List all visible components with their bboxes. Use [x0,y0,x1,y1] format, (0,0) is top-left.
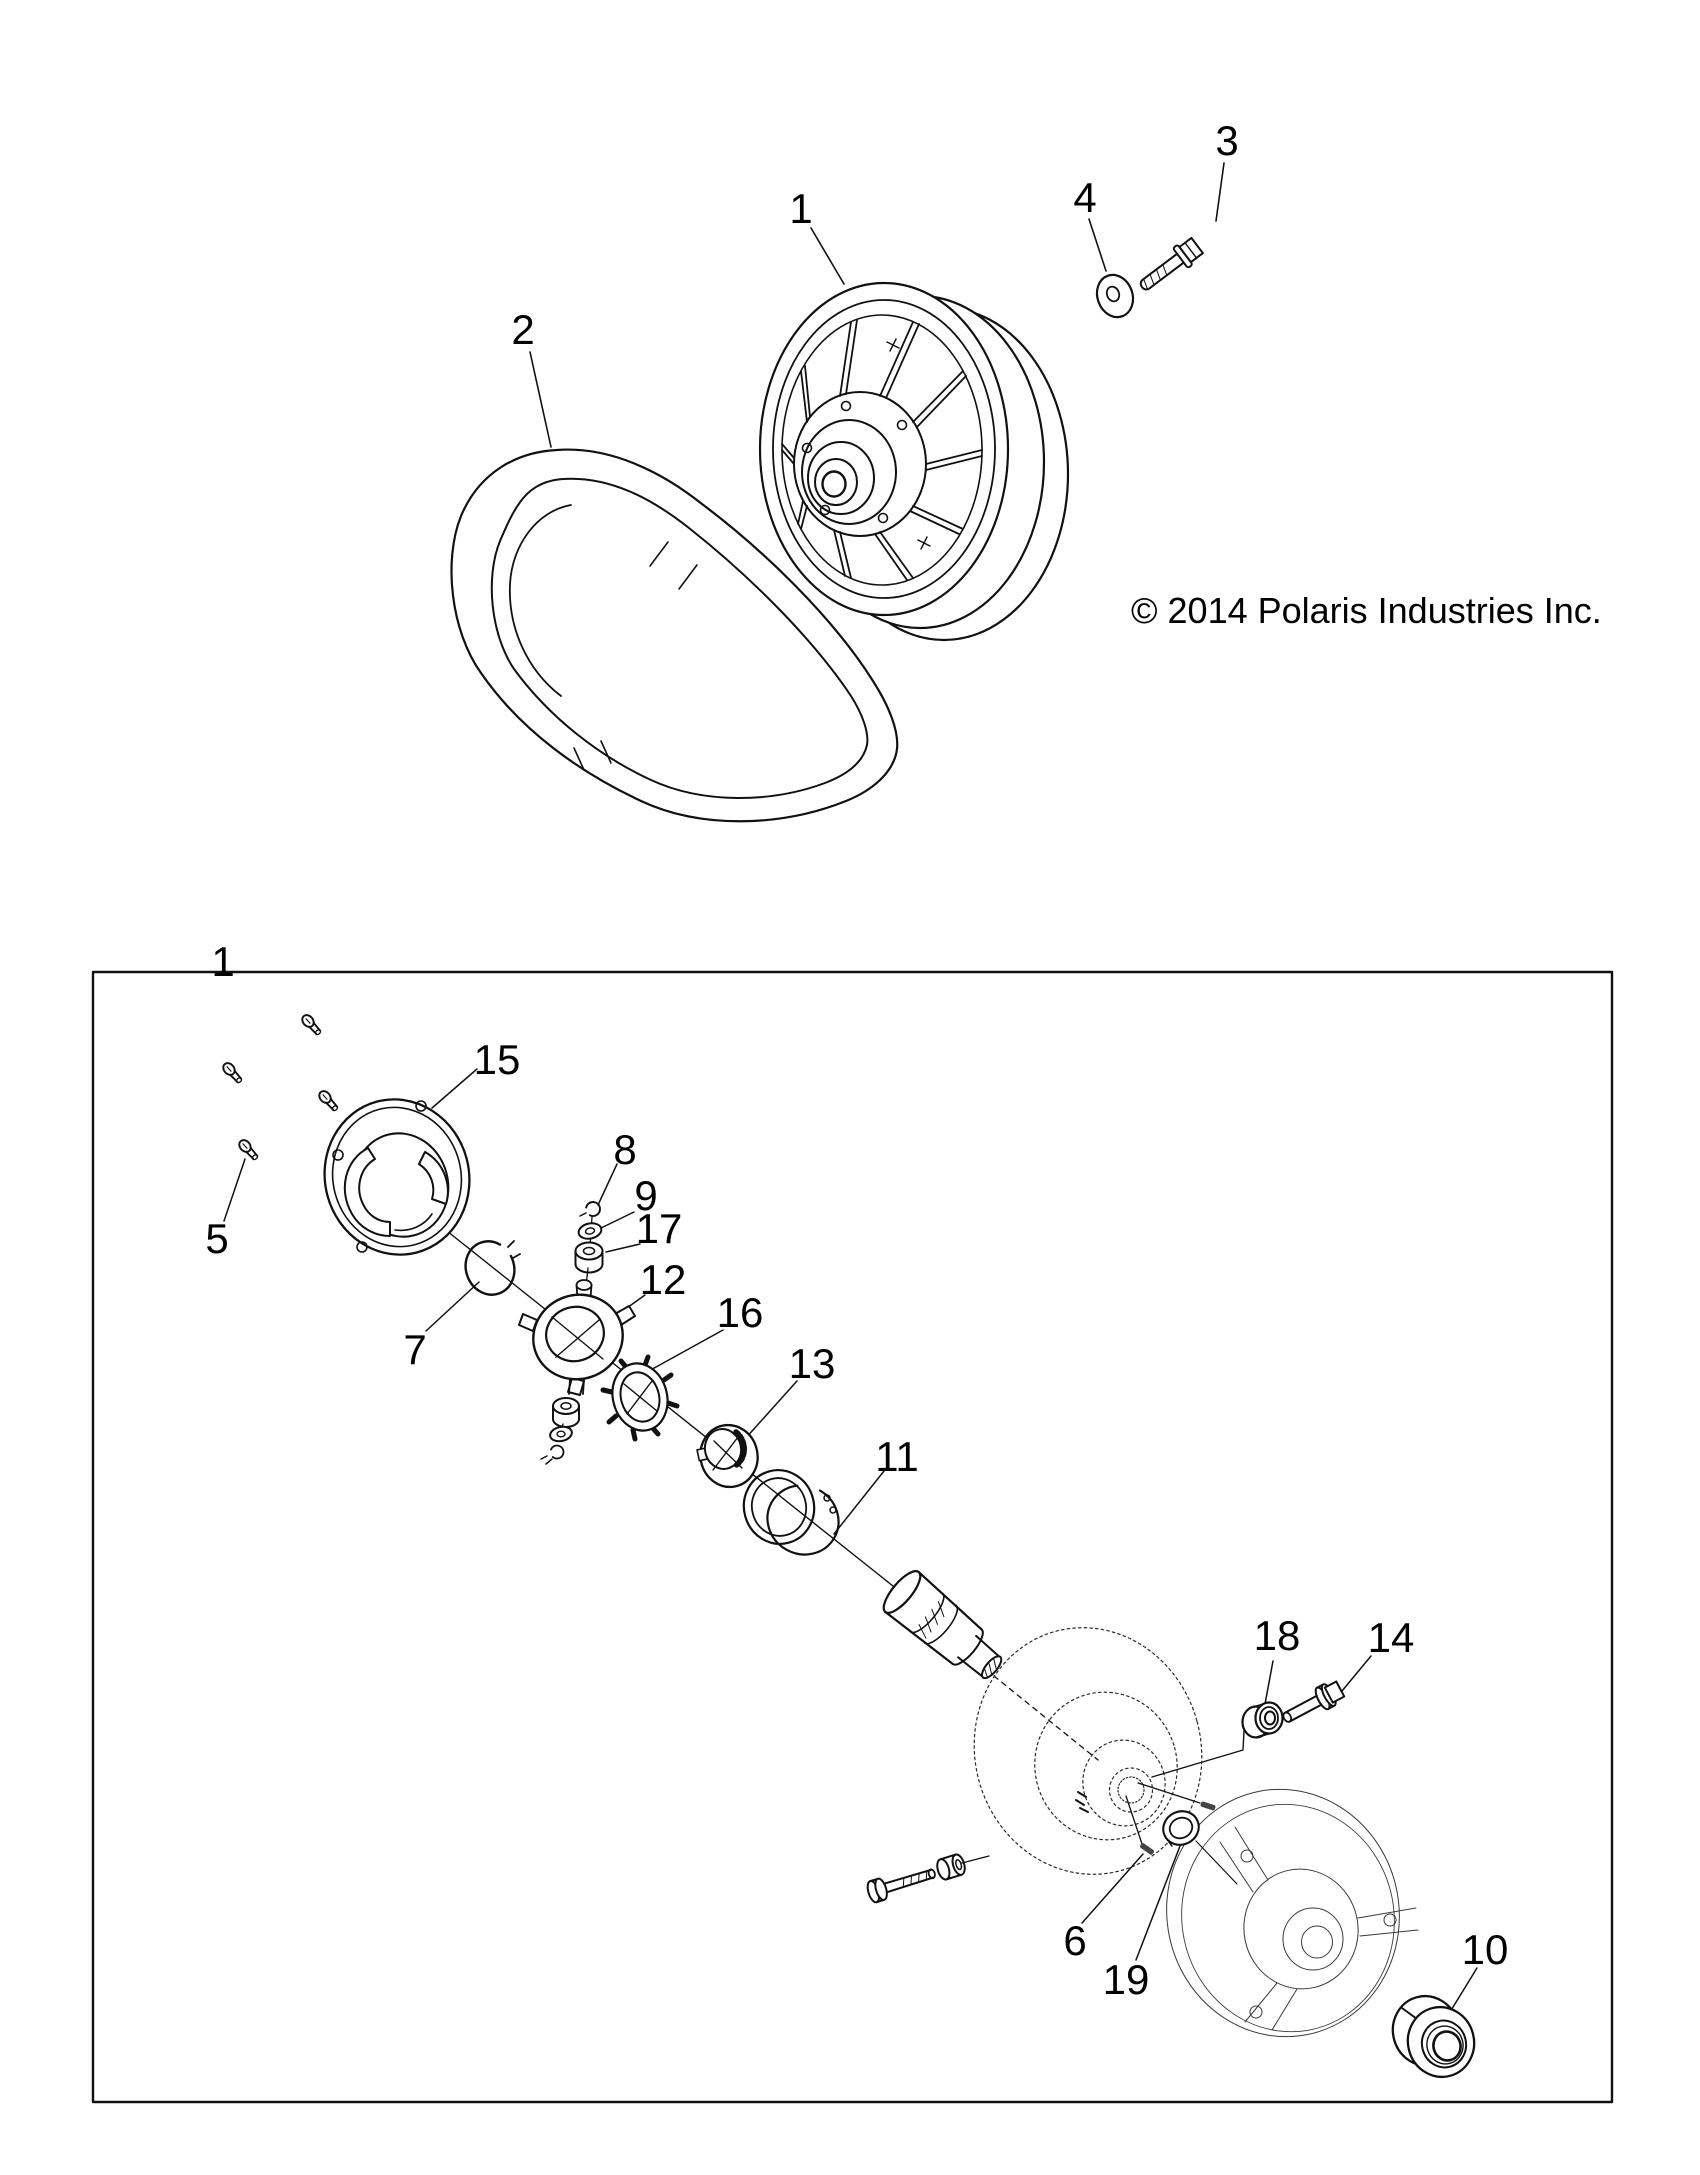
lower-spacer-drawing [935,1853,967,1881]
bearing-18-drawing [1243,1703,1283,1738]
callout-19: 19 [1102,1956,1150,2003]
callout-1-box: 1 [211,938,235,985]
pin-stack-upper-drawing [576,1199,603,1286]
copyright-text: © 2014 Polaris Industries Inc. [1131,590,1602,631]
callout-5: 5 [205,1215,229,1262]
bolt-3-drawing [1135,236,1205,297]
ring-19-drawing [1158,1805,1205,1850]
callout-9: 9 [634,1172,658,1219]
callout-4: 4 [1073,174,1097,221]
driven-clutch-pulley-drawing [760,283,1068,640]
callout-10: 10 [1461,1926,1509,1973]
spring-rings-11-drawing [736,1462,852,1567]
callout-8: 8 [613,1126,637,1173]
clutch-shaft-drawing [878,1566,1013,1691]
callout-1-top: 1 [789,185,813,232]
lower-bolt-drawing [865,1862,937,1903]
exploded-view-box [93,972,1612,2102]
callout-11: 11 [875,1433,919,1480]
callout-15: 15 [473,1036,521,1083]
washer-4-drawing [1091,270,1139,322]
lock-washer-16-drawing [603,1357,677,1439]
sheave-hub-marks [1076,1792,1088,1812]
callout-12: 12 [639,1256,687,1303]
callout-2: 2 [511,306,535,353]
callout-17: 17 [635,1205,683,1252]
callout-14: 14 [1367,1614,1415,1661]
callout-13: 13 [788,1340,836,1387]
bearing-10-drawing [1385,1989,1482,2085]
callout-16: 16 [716,1289,764,1336]
cover-screws-drawing [221,1013,340,1162]
callout-6: 6 [1063,1917,1087,1964]
spider-assembly-drawing [519,1280,635,1464]
lower-bolt-axis-line [962,1856,989,1863]
callout-3: 3 [1215,117,1239,164]
callout-18: 18 [1253,1612,1301,1659]
bolt-14-drawing [1279,1678,1346,1729]
callout-7: 7 [403,1326,427,1373]
